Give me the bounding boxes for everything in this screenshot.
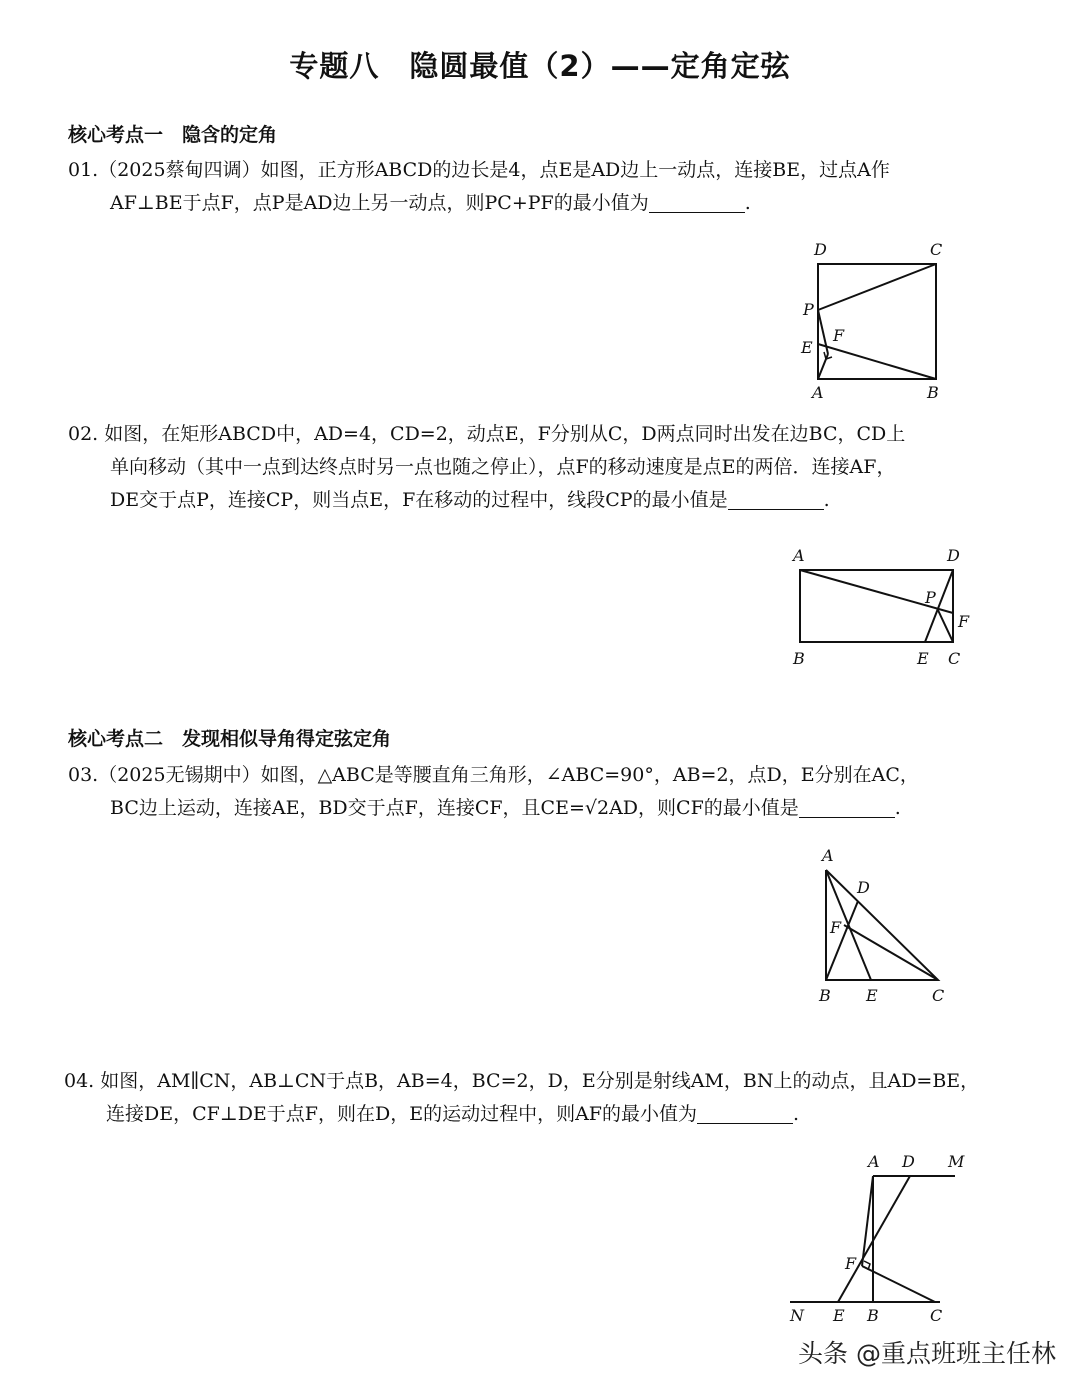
- problem-2-line-1: 02. 如图，在矩形ABCD中，AD=4，CD=2，动点E，F分别从C，D两点同时出发在边BC，CD上: [68, 423, 906, 445]
- watermark: 头条 @重点班班主任林: [798, 1339, 1056, 1368]
- label-e: E: [833, 1306, 845, 1325]
- label-c: C: [932, 986, 945, 1005]
- segment-af: [862, 1176, 873, 1266]
- figure-1-square: [790, 238, 960, 408]
- period: .: [744, 192, 751, 214]
- problem-2-text: DE交于点P，连接CP，则当点E，F在移动的过程中，线段CP的最小值是: [110, 489, 728, 511]
- label-c: C: [948, 649, 961, 668]
- section-heading-1: 核心考点一 隐含的定角: [68, 124, 278, 146]
- period: .: [793, 1103, 800, 1125]
- label-d: D: [857, 878, 870, 897]
- problem-2-line-2: 单向移动（其中一点到达终点时另一点也随之停止），点F的移动速度是点E的两倍．连接AF，: [110, 456, 896, 478]
- label-f: F: [833, 326, 845, 345]
- problem-1-line-1: 01.（2025蔡甸四调）如图，正方形ABCD的边长是4，点E是AD边上一动点，连接BE，过点A作: [68, 159, 890, 181]
- problem-2: [68, 418, 1033, 517]
- label-d: D: [902, 1152, 915, 1171]
- label-f: F: [958, 612, 970, 631]
- segment-pc: [818, 264, 936, 310]
- label-c: C: [930, 240, 943, 259]
- answer-blank[interactable]: [799, 797, 895, 818]
- sqrt-two: √2: [584, 797, 610, 819]
- label-e: E: [917, 649, 929, 668]
- problem-2-line-3: [68, 484, 1033, 517]
- label-c: C: [930, 1306, 943, 1325]
- section-heading-2: 核心考点二 发现相似导角得定弦定角: [68, 728, 392, 750]
- problem-3-line-2: [68, 792, 1033, 825]
- label-m: M: [948, 1152, 965, 1171]
- problem-3-text-2: AD，则CF的最小值是: [609, 797, 799, 819]
- problem-4: [64, 1065, 1029, 1131]
- label-d: D: [814, 240, 827, 259]
- label-e: E: [801, 338, 813, 357]
- segment-af: [818, 354, 828, 379]
- period: .: [894, 797, 901, 819]
- label-b: B: [927, 383, 939, 402]
- problem-1: [68, 154, 1033, 220]
- period: .: [823, 489, 830, 511]
- label-b: B: [793, 649, 805, 668]
- label-b: B: [819, 986, 831, 1005]
- answer-blank[interactable]: [728, 489, 824, 510]
- label-a: A: [793, 546, 805, 565]
- figure-2-rectangle: [785, 545, 980, 675]
- problem-3-line-1: 03.（2025无锡期中）如图，△ABC是等腰直角三角形，∠ABC=90°，AB=2，点D，E分别在AC，: [68, 764, 919, 786]
- answer-blank[interactable]: [649, 192, 745, 213]
- label-p: P: [803, 300, 814, 319]
- label-a: A: [822, 846, 834, 865]
- label-e: E: [866, 986, 878, 1005]
- problem-4-line-1: 04. 如图，AM∥CN，AB⊥CN于点B，AB=4，BC=2，D，E分别是射线AM，BN上的动点，且AD=BE，: [64, 1070, 980, 1092]
- figure-4-parallel: [780, 1150, 980, 1330]
- label-p: P: [925, 588, 936, 607]
- answer-blank[interactable]: [697, 1103, 793, 1124]
- label-f: F: [830, 918, 842, 937]
- problem-4-line-2: [64, 1098, 1029, 1131]
- figure-3-triangle: [808, 845, 958, 1010]
- problem-1-text: AF⊥BE于点F，点P是AD边上另一动点，则PC+PF的最小值为: [110, 192, 649, 214]
- triangle-abc: [826, 870, 938, 980]
- label-a: A: [868, 1152, 880, 1171]
- segment-bd: [826, 901, 858, 980]
- label-f: F: [845, 1254, 857, 1273]
- label-n: N: [790, 1306, 804, 1325]
- problem-3-text: BC边上运动，连接AE，BD交于点F，连接CF，且CE=: [110, 797, 585, 819]
- problem-4-text: 连接DE，CF⊥DE于点F，则在D，E的运动过程中，则AF的最小值为: [106, 1103, 697, 1125]
- problem-3: [68, 759, 1033, 825]
- label-b: B: [867, 1306, 879, 1325]
- page-title: 专题八 隐圆最值（2）——定角定弦: [289, 49, 791, 83]
- problem-1-line-2: [68, 187, 1033, 220]
- label-d: D: [947, 546, 960, 565]
- segment-be: [818, 344, 936, 379]
- label-a: A: [812, 383, 824, 402]
